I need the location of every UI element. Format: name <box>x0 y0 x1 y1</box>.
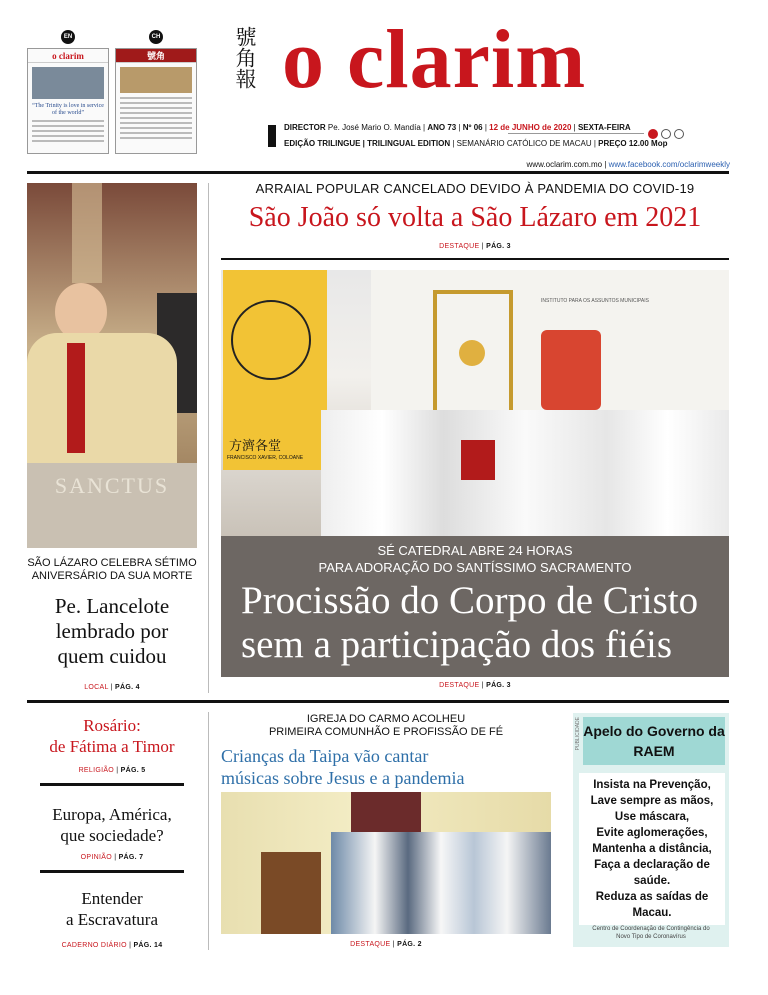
thumb-text-lines <box>116 97 196 139</box>
left-story-kicker: SÃO LÁZARO CELEBRA SÉTIMO ANIVERSÁRIO DA SUA MORTE <box>27 557 197 582</box>
edition-badge-ch[interactable]: CH <box>149 30 163 44</box>
priest-vestment <box>27 333 177 463</box>
main-story-kicker: SÉ CATEDRAL ABRE 24 HORAS PARA ADORAÇÃO DO SANTÍSSIMO SACRAMENTO <box>318 543 632 575</box>
main-story-page-ref[interactable]: DESTAQUE | PÁG. 3 <box>439 682 511 689</box>
children-group <box>331 832 551 934</box>
edition-dot-ch <box>674 129 684 139</box>
ad-line: Evite aglomerações, <box>596 827 708 839</box>
lectern <box>261 852 321 934</box>
sidebar-rule <box>40 870 184 873</box>
ad-side-label: PUBLICIDADE <box>575 717 581 751</box>
ad-line: Lave sempre as mãos, <box>590 795 714 807</box>
thumb-masthead: 號角 <box>116 49 196 63</box>
government-ad[interactable] <box>573 713 729 947</box>
sidebar-item-escravatura[interactable]: Entender a Escravatura <box>65 889 159 929</box>
website-link[interactable]: www.oclarim.com.mo <box>526 160 603 169</box>
edition-badge-en[interactable]: EN <box>61 30 75 44</box>
top-story-headline[interactable]: São João só volta a São Lázaro em 2021 <box>248 202 702 233</box>
ad-line: saúde. <box>633 875 671 887</box>
bottom-story-kicker: IGREJA DO CARMO ACOLHEU PRIMEIRA COMUNHÃO E PROFISSÃO DE FÉ <box>268 713 504 738</box>
photo-priest-altar <box>27 183 197 548</box>
monstrance <box>459 340 485 366</box>
left-story-headline[interactable]: Pe. Lancelote lembrado por quem cuidou <box>54 594 170 668</box>
masthead-logo: o clarim <box>282 13 587 106</box>
top-story-page-ref[interactable]: DESTAQUE | PÁG. 3 <box>439 243 511 250</box>
sidebar-page-ref[interactable]: CADERNO DIÁRIO | PÁG. 14 <box>61 942 163 949</box>
top-story-rule <box>221 258 729 260</box>
main-story-box[interactable] <box>221 536 729 677</box>
masthead-links: www.oclarim.com.mo | www.facebook.com/oclarimweekly <box>526 160 730 169</box>
column-divider <box>208 712 209 950</box>
masthead-marker <box>268 125 276 147</box>
bottom-story-headline[interactable]: Crianças da Taipa vão cantar músicas sobre Jesus e a pandemia <box>221 746 465 788</box>
column-divider <box>208 183 209 693</box>
edition-thumbnail-ch[interactable] <box>115 48 197 154</box>
thumb-text-lines <box>28 120 108 142</box>
ad-line: Reduza as saídas de <box>595 891 709 903</box>
left-story-page-ref[interactable]: LOCAL | PÁG. 4 <box>84 684 140 691</box>
parish-banner: 方濟各堂 FRANCISCO XAVIER, COLOANE <box>223 270 327 470</box>
photo-corpus-christi-procession <box>221 270 729 536</box>
main-story-headline: Procissão do Corpo de Cristo sem a participação dos fiéis <box>241 579 699 666</box>
section-divider <box>27 700 729 703</box>
ad-line: Macau. <box>632 907 672 919</box>
photo-first-communion <box>221 792 551 934</box>
ad-line: Use máscara, <box>614 811 690 823</box>
building-sign: INSTITUTO PARA OS ASSUNTOS MUNICIPAIS <box>541 298 649 304</box>
edition-thumbnail-en[interactable] <box>27 48 109 154</box>
sidebar-item-rosario[interactable]: Rosário: de Fátima a Timor <box>49 716 175 756</box>
ad-footer: Centro de Coordenação de Contingência do Novo Tipo de Coronavírus <box>592 926 710 940</box>
edition-dot-en <box>661 129 671 139</box>
masthead-info-line: DIRECTOR Pe. José Mario O. Mandía | ANO 73 | Nº 06 | 12 de JUNHO de 2020 | SEXTA-FEIRA <box>284 123 631 132</box>
facebook-link[interactable]: www.facebook.com/oclarimweekly <box>608 160 730 169</box>
masthead-chinese-title: 號角報 <box>233 26 257 89</box>
thumb-headline: “The Trinity is love in service of the world” <box>32 103 104 116</box>
masthead-edition-line: EDIÇÃO TRILINGUE | TRILINGUAL EDITION | SEMANÁRIO CATÓLICO DE MACAU | PREÇO 12.00 Mop <box>284 139 668 148</box>
procession-crowd <box>321 410 729 536</box>
thumb-photo <box>32 67 104 99</box>
altar-inscription: SANCTUS <box>54 473 170 498</box>
festive-float <box>541 330 601 410</box>
thumb-photo <box>120 67 192 93</box>
ad-line: Faça a declaração de <box>594 859 710 871</box>
thumb-masthead: o clarim <box>28 49 108 63</box>
ad-title: Apelo do Governo da RAEM <box>583 717 725 765</box>
top-story-kicker: ARRAIAL POPULAR CANCELADO DEVIDO À PANDEMIA DO COVID-19 <box>255 181 695 196</box>
edition-dot-pt <box>648 129 658 139</box>
masthead-rule <box>508 133 644 134</box>
sidebar-rule <box>40 783 184 786</box>
sidebar-page-ref[interactable]: OPINIÃO | PÁG. 7 <box>80 854 144 861</box>
sidebar-page-ref[interactable]: RELIGIÃO | PÁG. 5 <box>78 767 146 774</box>
ad-line: Insista na Prevenção, <box>593 779 711 791</box>
red-missal <box>461 440 495 480</box>
bottom-story-page-ref[interactable]: DESTAQUE | PÁG. 2 <box>350 941 422 948</box>
ad-line: Mantenha a distância, <box>592 843 712 855</box>
masthead-divider <box>27 171 729 174</box>
sidebar-item-europa[interactable]: Europa, América, que sociedade? <box>52 805 172 845</box>
ad-message-list <box>579 773 725 925</box>
